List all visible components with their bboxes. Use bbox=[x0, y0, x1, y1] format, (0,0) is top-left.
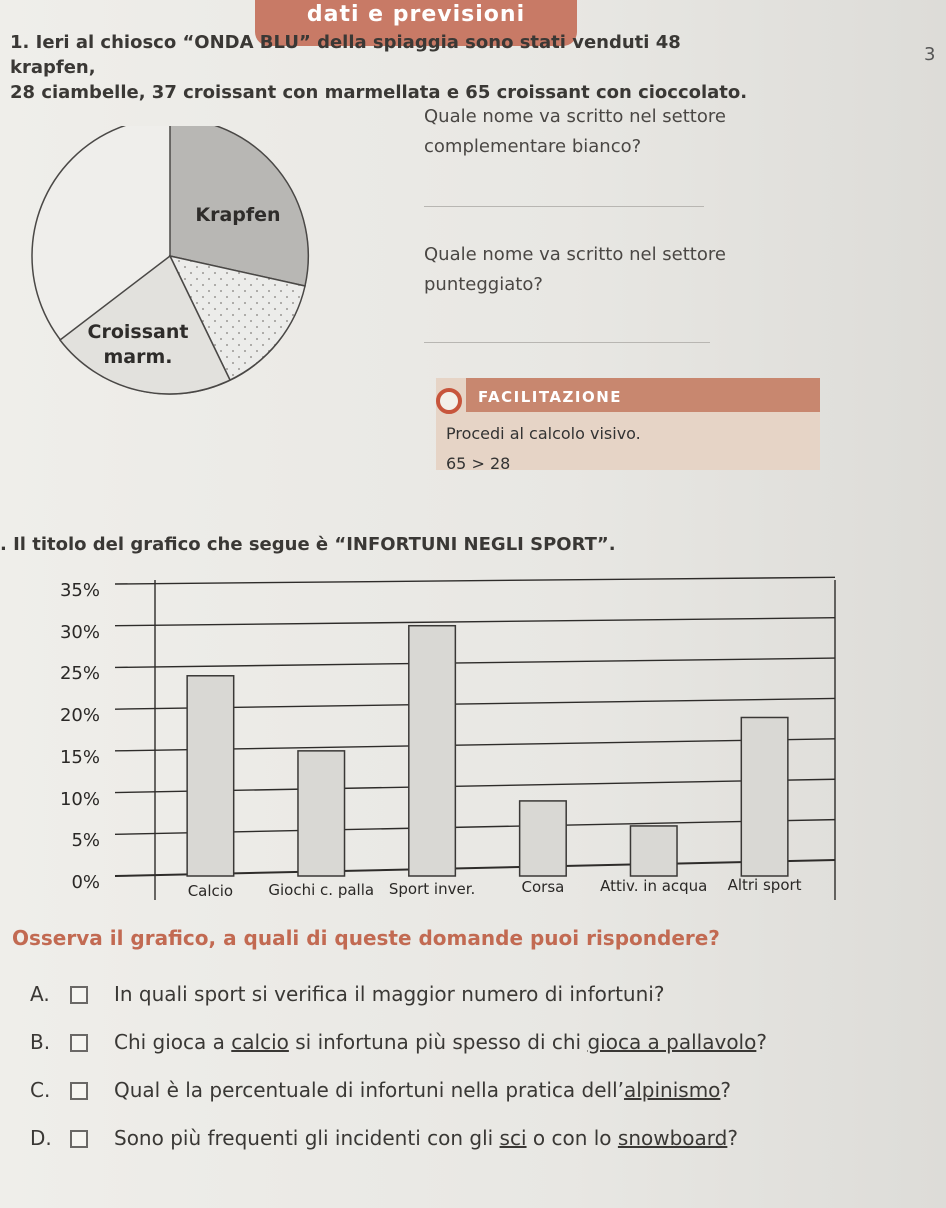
exercise1-text bbox=[10, 30, 770, 105]
option-text-part: si infortuna più spesso di chi bbox=[288, 1030, 588, 1054]
option-a bbox=[30, 982, 930, 1014]
option-checkbox[interactable] bbox=[70, 1034, 88, 1052]
y-tick-label: 15% bbox=[59, 746, 100, 768]
answer1-line[interactable] bbox=[424, 206, 704, 207]
gridline bbox=[115, 577, 835, 584]
option-text bbox=[114, 982, 664, 1006]
exercise1-line1: 1. Ieri al chiosco “ONDA BLU” della spiaggia sono stati venduti 48 krapfen, bbox=[10, 32, 681, 78]
question1-line1: Quale nome va scritto nel settore bbox=[424, 106, 726, 127]
option-text bbox=[114, 1126, 738, 1150]
option-underlined-word: snowboard bbox=[617, 1126, 728, 1150]
facilitazione-math: 65 > 28 bbox=[446, 454, 511, 473]
x-tick-label: Corsa bbox=[521, 878, 565, 897]
option-text-part: o con lo bbox=[526, 1126, 618, 1150]
x-tick-label: Sport inver. bbox=[388, 879, 476, 898]
bar-giochi-c-palla bbox=[298, 751, 345, 876]
margin-mark: 3 bbox=[924, 44, 936, 65]
y-tick-label: 10% bbox=[59, 788, 100, 810]
bar-attiv-in-acqua bbox=[630, 826, 677, 876]
pie-label-croissant: Croissant bbox=[87, 321, 189, 343]
option-letter: A. bbox=[30, 982, 50, 1006]
y-tick-label: 35% bbox=[59, 580, 100, 601]
option-text bbox=[114, 1078, 731, 1102]
bar-calcio bbox=[187, 676, 234, 876]
option-text bbox=[114, 1030, 767, 1054]
option-letter: B. bbox=[30, 1030, 51, 1054]
option-text-part: ? bbox=[756, 1030, 767, 1054]
bar-chart-y-labels bbox=[30, 560, 110, 900]
question2-line2: punteggiato? bbox=[424, 274, 543, 295]
question2-line1: Quale nome va scritto nel settore bbox=[424, 244, 726, 265]
bar-altri-sport bbox=[741, 717, 788, 876]
pie-chart bbox=[20, 126, 320, 396]
bar-chart bbox=[100, 560, 845, 905]
question1-line2: complementare bianco? bbox=[424, 136, 642, 157]
question2 bbox=[424, 240, 726, 300]
option-letter: C. bbox=[30, 1078, 51, 1102]
bar-corsa bbox=[520, 801, 567, 876]
answer2-line[interactable] bbox=[424, 342, 710, 343]
option-checkbox[interactable] bbox=[70, 1130, 88, 1148]
option-underlined-word: calcio bbox=[231, 1030, 289, 1054]
bar-chart-x-labels bbox=[100, 874, 845, 904]
y-tick-label: 20% bbox=[59, 705, 100, 727]
y-tick-label: 25% bbox=[59, 663, 100, 685]
option-letter: D. bbox=[30, 1126, 52, 1150]
option-d bbox=[30, 1126, 930, 1158]
facilitazione-label: FACILITAZIONE bbox=[478, 388, 623, 406]
option-text-part: In quali sport si verifica il maggior numero di infortuni? bbox=[114, 982, 665, 1006]
y-tick-label: 30% bbox=[59, 621, 100, 643]
pie-label-krapfen: Krapfen bbox=[195, 204, 281, 226]
option-checkbox[interactable] bbox=[70, 1082, 88, 1100]
header-title: dati e previsioni bbox=[306, 2, 526, 27]
exercise2-title: . Il titolo del grafico che segue è “INFORTUNI NEGLI SPORT”. bbox=[0, 534, 616, 555]
question1 bbox=[424, 102, 726, 162]
x-tick-label: Altri sport bbox=[727, 876, 802, 894]
facilitazione-circle-icon bbox=[436, 388, 462, 414]
x-tick-label: Attiv. in acqua bbox=[600, 877, 708, 896]
facilitazione-text: Procedi al calcolo visivo. bbox=[446, 424, 641, 443]
option-text-part: ? bbox=[727, 1126, 738, 1150]
question-prompt: Osserva il grafico, a quali di queste domande puoi rispondere? bbox=[12, 926, 720, 950]
option-text-part: Qual è la percentuale di infortuni nella pratica dell’ bbox=[114, 1078, 624, 1102]
x-tick-label: Calcio bbox=[187, 882, 234, 900]
option-checkbox[interactable] bbox=[70, 986, 88, 1004]
gridline bbox=[115, 618, 835, 626]
y-tick-label: 0% bbox=[71, 872, 100, 893]
pie-label-marm: marm. bbox=[103, 346, 173, 368]
option-c bbox=[30, 1078, 930, 1110]
option-text-part: ? bbox=[720, 1078, 732, 1102]
option-b bbox=[30, 1030, 930, 1062]
option-text-part: Sono più frequenti gli incidenti con gli bbox=[114, 1126, 500, 1150]
option-underlined-word: sci bbox=[499, 1126, 527, 1150]
option-underlined-word: alpinismo bbox=[623, 1078, 721, 1102]
option-text-part: Chi gioca a bbox=[114, 1030, 232, 1054]
exercise1-line2: 28 ciambelle, 37 croissant con marmellata e 65 croissant con cioccolato. bbox=[10, 82, 748, 103]
bar-sport-inver bbox=[409, 626, 456, 876]
x-tick-label: Giochi c. palla bbox=[268, 880, 375, 899]
y-tick-label: 5% bbox=[71, 830, 100, 852]
gridline bbox=[115, 658, 835, 667]
option-underlined-word: gioca a pallavolo bbox=[587, 1030, 757, 1054]
